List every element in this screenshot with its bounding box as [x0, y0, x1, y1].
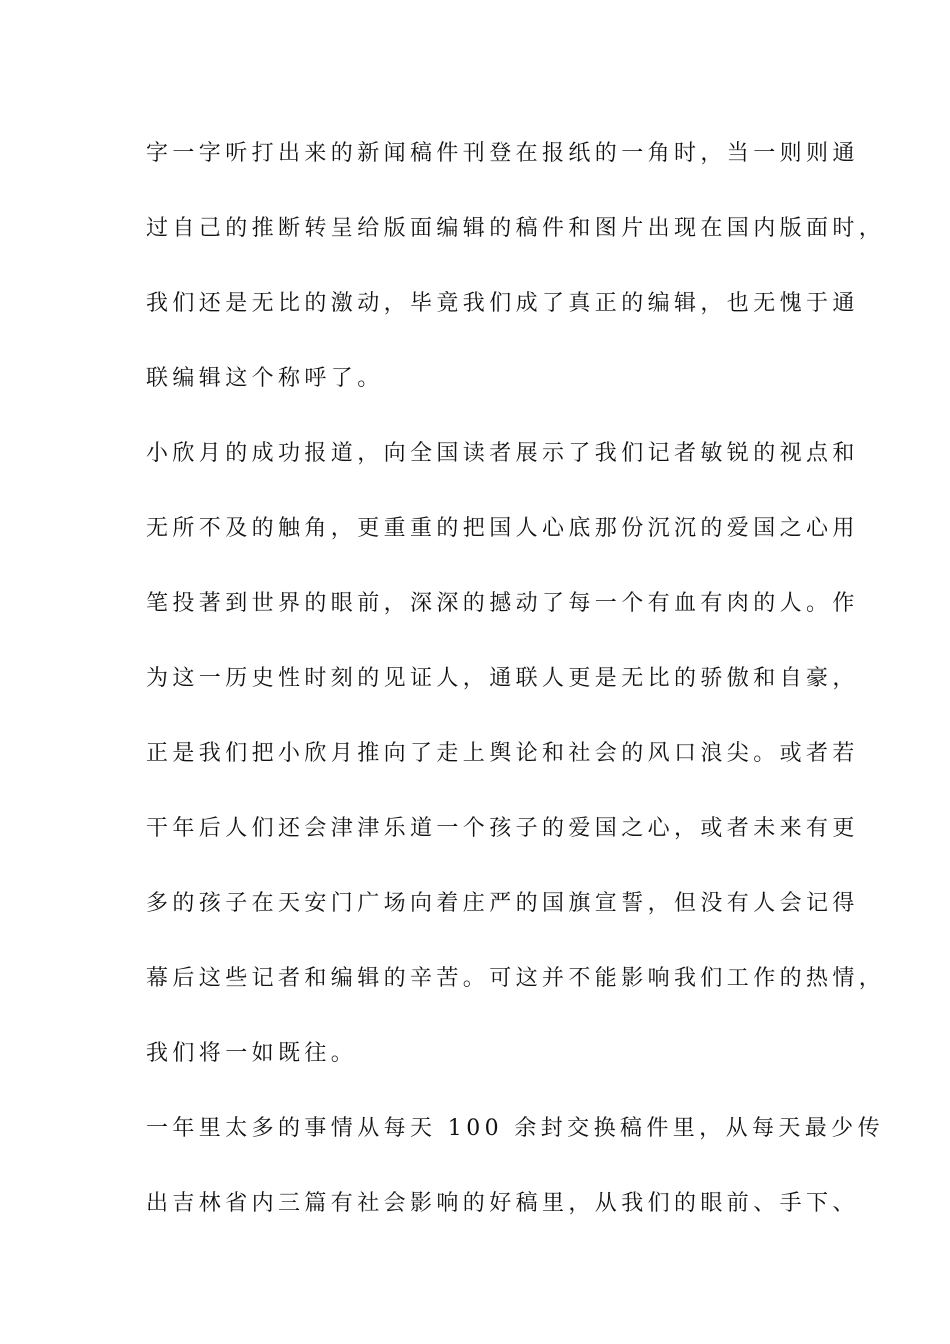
text-line: 为这一历史性时刻的见证人，通联人更是无比的骄傲和自豪，	[146, 666, 859, 691]
text-line: 我们还是无比的激动，毕竟我们成了真正的编辑，也无愧于通	[146, 291, 859, 316]
text-line: 字一字听打出来的新闻稿件刊登在报纸的一角时，当一则则通	[146, 141, 859, 166]
text-line: 干年后人们还会津津乐道一个孩子的爱国之心，或者未来有更	[146, 816, 859, 841]
text-line: 多的孩子在天安门广场向着庄严的国旗宣誓，但没有人会记得	[146, 891, 859, 916]
text-line: 无所不及的触角，更重重的把国人心底那份沉沉的爱国之心用	[146, 516, 859, 541]
text-line: 出吉林省内三篇有社会影响的好稿里，从我们的眼前、手下、	[146, 1191, 859, 1216]
text-line: 小欣月的成功报道，向全国读者展示了我们记者敏锐的视点和	[146, 441, 859, 466]
text-line: 正是我们把小欣月推向了走上舆论和社会的风口浪尖。或者若	[146, 741, 859, 766]
text-line: 一年里太多的事情从每天 100 余封交换稿件里，从每天最少传	[146, 1116, 884, 1141]
text-line: 过自己的推断转呈给版面编辑的稿件和图片出现在国内版面时，	[146, 216, 886, 241]
text-line: 联编辑这个称呼了。	[146, 366, 384, 391]
text-line: 幕后这些记者和编辑的辛苦。可这并不能影响我们工作的热情，	[146, 966, 886, 991]
text-line: 笔投著到世界的眼前，深深的撼动了每一个有血有肉的人。作	[146, 591, 859, 616]
text-line: 我们将一如既往。	[146, 1041, 358, 1066]
